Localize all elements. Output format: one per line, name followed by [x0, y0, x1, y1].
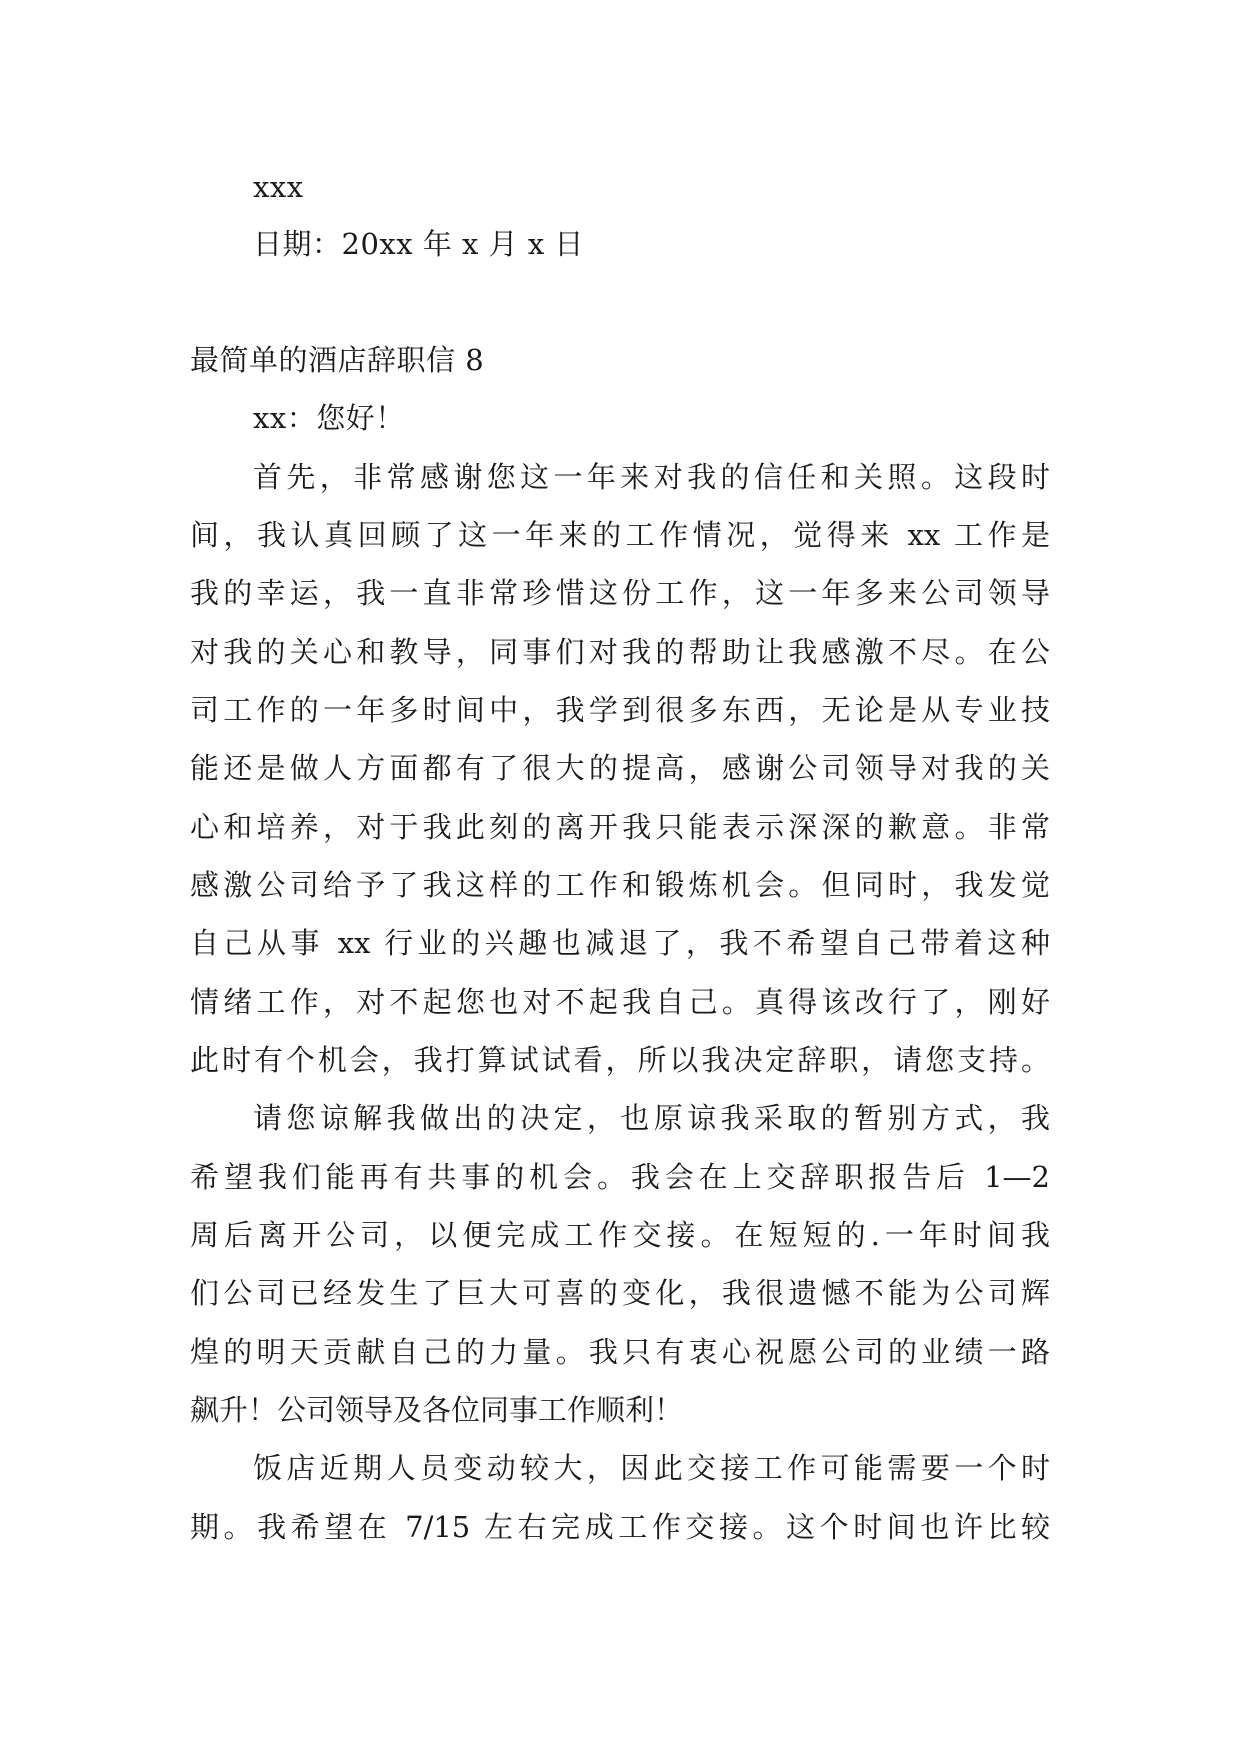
paragraph-1-line-4: 对我的关心和教导，同事们对我的帮助让我感激不尽。在公	[190, 635, 1050, 669]
paragraph-2-line-3: 周后离开公司，以便完成工作交接。在短短的.一年时间我	[190, 1218, 1050, 1252]
paragraph-2-line-2: 希望我们能再有共事的机会。我会在上交辞职报告后 1—2	[190, 1160, 1050, 1194]
date-line: 日期：20xx 年 x 月 x 日	[253, 227, 584, 261]
paragraph-2-line-4: 们公司已经发生了巨大可喜的变化，我很遗憾不能为公司辉	[190, 1276, 1050, 1310]
paragraph-1-line-5: 司工作的一年多时间中，我学到很多东西，无论是从专业技	[190, 693, 1050, 727]
paragraph-2-line-1: 请您谅解我做出的决定，也原谅我采取的暂别方式，我	[253, 1101, 1050, 1135]
signature: xxx	[253, 170, 304, 204]
paragraph-1-line-9: 自己从事 xx 行业的兴趣也减退了，我不希望自己带着这种	[190, 926, 1050, 960]
paragraph-2-line-5: 煌的明天贡献自己的力量。我只有衷心祝愿公司的业绩一路	[190, 1335, 1050, 1369]
paragraph-3-line-1: 饭店近期人员变动较大，因此交接工作可能需要一个时	[253, 1451, 1050, 1485]
letter-title: 最简单的酒店辞职信 8	[190, 343, 485, 377]
paragraph-1-line-3: 我的幸运，我一直非常珍惜这份工作，这一年多来公司领导	[190, 576, 1050, 610]
paragraph-1-line-10: 情绪工作，对不起您也对不起我自己。真得该改行了，刚好	[190, 985, 1050, 1019]
paragraph-1-line-6: 能还是做人方面都有了很大的提高，感谢公司领导对我的关	[190, 751, 1050, 785]
paragraph-1-line-7: 心和培养，对于我此刻的离开我只能表示深深的歉意。非常	[190, 810, 1050, 844]
salutation: xx：您好！	[253, 401, 405, 435]
paragraph-1-line-2: 间，我认真回顾了这一年来的工作情况，觉得来 xx 工作是	[190, 518, 1050, 552]
paragraph-3-line-2: 期。我希望在 7/15 左右完成工作交接。这个时间也许比较	[190, 1510, 1050, 1544]
paragraph-1-line-8: 感激公司给予了我这样的工作和锻炼机会。但同时，我发觉	[190, 868, 1050, 902]
paragraph-1-line-1: 首先，非常感谢您这一年来对我的信任和关照。这段时	[253, 460, 1050, 494]
paragraph-1-line-11: 此时有个机会，我打算试试看，所以我决定辞职，请您支持。	[190, 1043, 1050, 1077]
paragraph-2-line-6: 飙升！公司领导及各位同事工作顺利！	[190, 1393, 684, 1427]
